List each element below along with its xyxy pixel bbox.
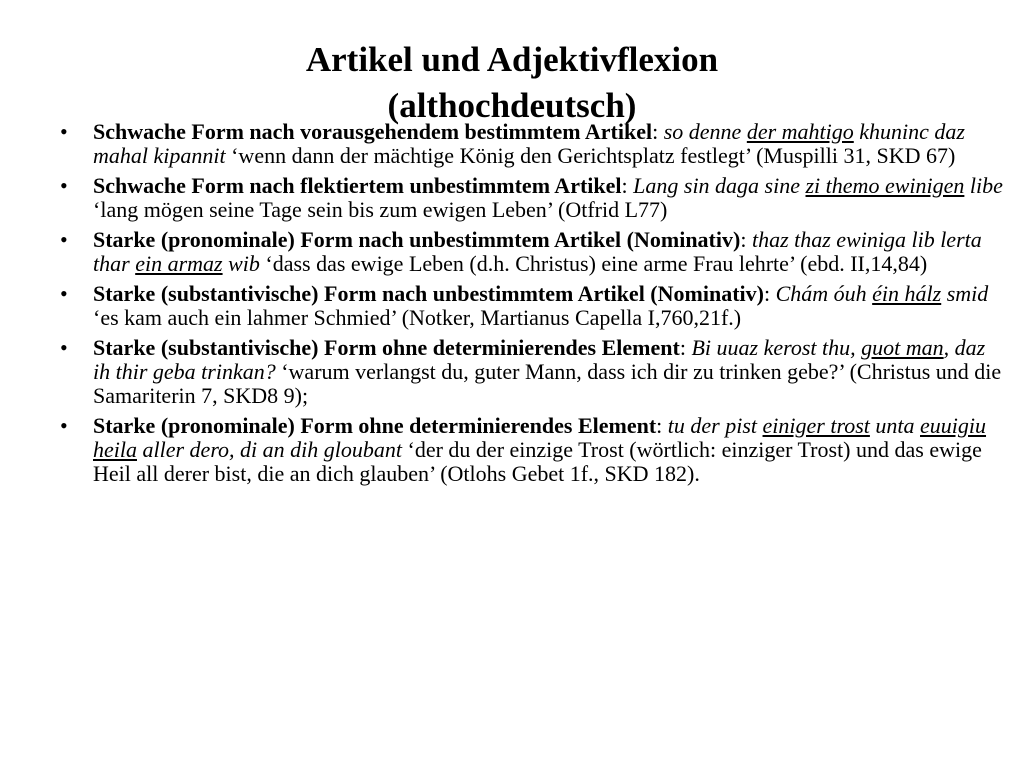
underlined-example: guot man	[861, 335, 944, 360]
bullet-text: ‘dass das ewige Leben (d.h. Christus) eine arme Frau lehrte’ (ebd. II,14,84)	[259, 251, 928, 276]
bullet-list	[60, 120, 1006, 492]
bullet-heading: Schwache Form nach flektiertem unbestimmtem Artikel	[93, 173, 622, 198]
bullet-text: ‘lang mögen seine Tage sein bis zum ewigen Leben’ (Otfrid L77)	[93, 197, 668, 222]
bullet-item	[60, 336, 1006, 408]
old-high-german-quote: Chám óuh	[775, 281, 873, 306]
bullet-text: ‘es kam auch ein lahmer Schmied’ (Notker, Martianus Capella I,760,21f.)	[93, 305, 742, 330]
old-high-german-quote: thaz thaz ewiniga lib lerta thar	[93, 227, 982, 276]
bullet-icon: •	[60, 119, 68, 144]
old-high-german-quote: unta	[869, 413, 921, 438]
bullet-heading: Starke (substantivische) Form nach unbestimmtem Artikel (Nominativ)	[93, 281, 764, 306]
old-high-german-quote: so denne	[663, 119, 747, 144]
underlined-example: éin hálz	[872, 281, 942, 306]
old-high-german-quote: wib	[222, 251, 260, 276]
bullet-item	[60, 414, 1006, 486]
slide-title	[0, 37, 1024, 129]
old-high-german-quote: libe	[964, 173, 1003, 198]
old-high-german-quote: Lang sin daga sine	[633, 173, 806, 198]
bullet-icon: •	[60, 281, 68, 306]
old-high-german-quote: Bi uuaz kerost thu,	[691, 335, 862, 360]
old-high-german-quote: khuninc daz mahal kipannit	[93, 119, 965, 168]
bullet-item	[60, 174, 1006, 222]
bullet-text: ‘wenn dann der mächtige König den Gerichtsplatz festlegt’ (Muspilli 31, SKD 67)	[225, 143, 956, 168]
old-high-german-quote: , daz ih thir geba trinkan?	[93, 335, 986, 384]
bullet-text: :	[621, 173, 634, 198]
bullet-text: ‘warum verlangst du, guter Mann, dass ich dir zu trinken gebe?’ (Christus und die Samariterin 7, SKD8 9);	[93, 359, 1002, 408]
old-high-german-quote: aller dero, di an dih gloubant	[137, 437, 403, 462]
bullet-text: :	[679, 335, 692, 360]
underlined-example: der mahtigo	[746, 119, 854, 144]
bullet-heading: Starke (substantivische) Form ohne determinierendes Element	[93, 335, 680, 360]
bullet-icon: •	[60, 413, 68, 438]
bullet-heading: Starke (pronominale) Form ohne determinierendes Element	[93, 413, 657, 438]
bullet-item	[60, 282, 1006, 330]
bullet-text: :	[740, 227, 752, 252]
old-high-german-quote: smid	[941, 281, 989, 306]
bullet-heading: Starke (pronominale) Form nach unbestimmtem Artikel (Nominativ)	[93, 227, 741, 252]
underlined-example: einiger trost	[762, 413, 870, 438]
bullet-text: :	[656, 413, 668, 438]
bullet-heading: Schwache Form nach vorausgehendem bestimmtem Artikel	[93, 119, 653, 144]
underlined-example: ein armaz	[135, 251, 223, 276]
bullet-icon: •	[60, 335, 68, 360]
bullet-text: ‘der du der einzige Trost (wörtlich: einziger Trost) und das ewige Heil all derer bist, die an dich glauben’ (Otlohs Gebet 1f., SKD 182).	[93, 437, 982, 486]
bullet-icon: •	[60, 227, 68, 252]
bullet-text: :	[763, 281, 776, 306]
title-line-2: (althochdeutsch)	[387, 86, 637, 126]
old-high-german-quote: tu der pist	[667, 413, 763, 438]
bullet-item	[60, 228, 1006, 276]
underlined-example: euuigiu heila	[93, 413, 987, 462]
bullet-icon: •	[60, 173, 68, 198]
bullet-item	[60, 120, 1006, 168]
bullet-text: :	[652, 119, 664, 144]
underlined-example: zi themo ewinigen	[805, 173, 965, 198]
title-line-1: Artikel und Adjektivflexion	[305, 40, 719, 80]
